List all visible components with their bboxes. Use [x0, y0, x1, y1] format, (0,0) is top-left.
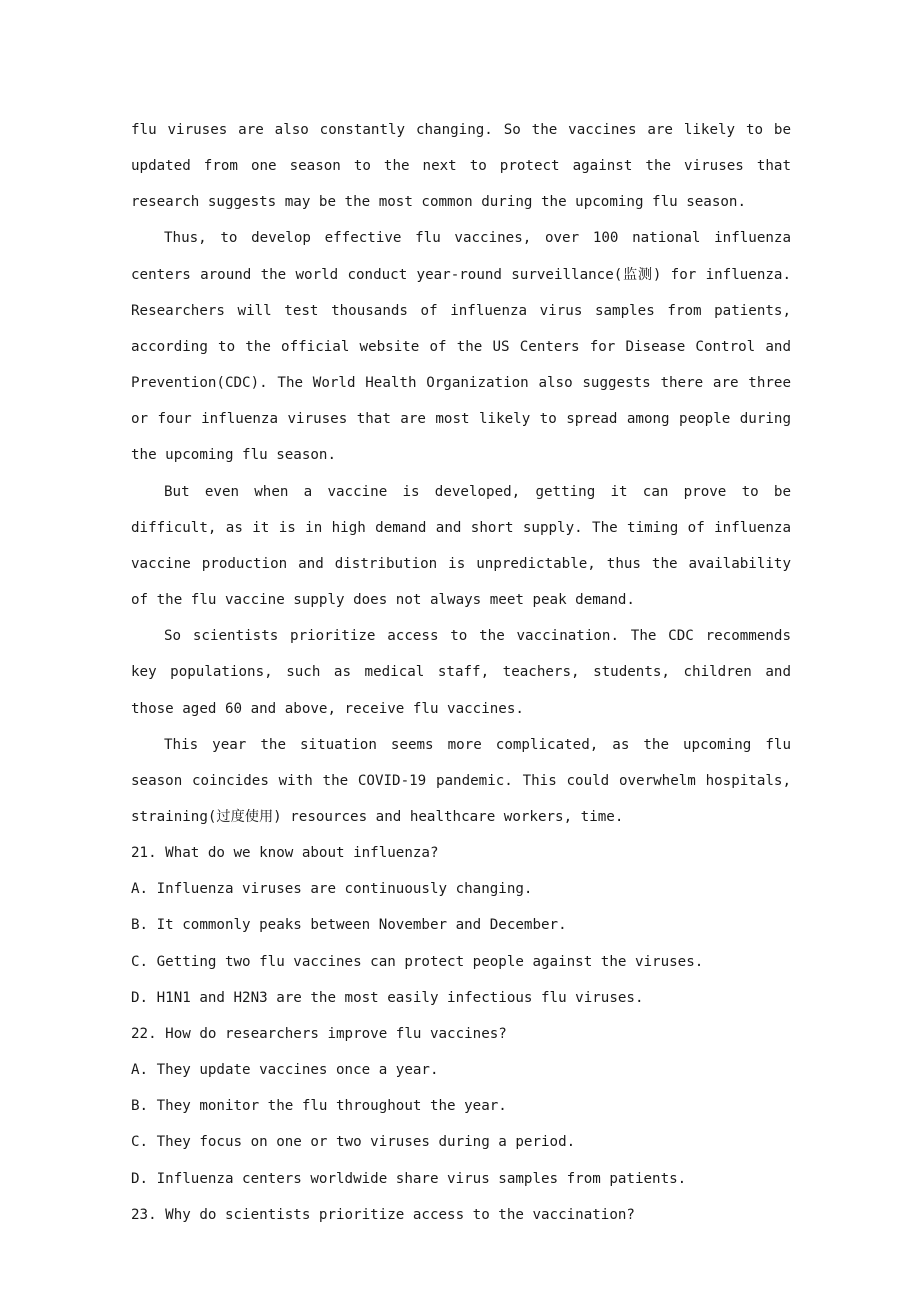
question-21-stem: 21. What do we know about influenza? — [131, 845, 439, 862]
article-paragraph-supply: But even when a vaccine is developed, getting it can prove to be difficult, as it is in high demand and short supply. The timing of influenza vaccine production and distribution is unpredictable, thus the availability of the flu vaccine supply does not always meet peak demand. — [131, 483, 791, 609]
question-21-option-b: B. It commonly peaks between November and December. — [131, 917, 567, 934]
article-paragraph-priority: So scientists prioritize access to the vaccination. The CDC recommends key populations, such as medical staff, teachers, students, children and those aged 60 and above, receive flu vaccines. — [131, 628, 791, 717]
question-22-option-b: B. They monitor the flu throughout the year. — [131, 1098, 507, 1115]
article-paragraph-surveillance: Thus, to develop effective flu vaccines, over 100 national influenza centers around the world conduct year-round surveillance(监测) for influenza. Researchers will test thousands of influenza virus samples from patients, according to the official website of the US Centers for Disease Control and Prevention(CDC). The World Health Organization also suggests there are three or four influenza viruses that are most likely to spread among people during the upcoming flu season. — [131, 230, 791, 464]
question-22-option-c: C. They focus on one or two viruses during a period. — [131, 1134, 576, 1151]
question-22-stem: 22. How do researchers improve flu vaccines? — [131, 1025, 507, 1042]
document-body — [131, 112, 791, 1233]
article-paragraph-covid: This year the situation seems more complicated, as the upcoming flu season coincides with the COVID-19 pandemic. This could overwhelm hospitals, straining(过度使用) resources and healthcare workers, time. — [131, 736, 791, 825]
question-21-option-a: A. Influenza viruses are continuously changing. — [131, 881, 533, 898]
question-22-option-a: A. They update vaccines once a year. — [131, 1062, 439, 1079]
question-22-option-d: D. Influenza centers worldwide share virus samples from patients. — [131, 1170, 687, 1187]
article-paragraph-continuation: flu viruses are also constantly changing. So the vaccines are likely to be updated from one season to the next to protect against the viruses that research suggests may be the most common during the upcoming flu season. — [131, 122, 791, 211]
question-21-option-d: D. H1N1 and H2N3 are the most easily infectious flu viruses. — [131, 989, 644, 1006]
question-23-stem: 23. Why do scientists prioritize access to the vaccination? — [131, 1206, 635, 1223]
question-21-option-c: C. Getting two flu vaccines can protect people against the viruses. — [131, 953, 704, 970]
